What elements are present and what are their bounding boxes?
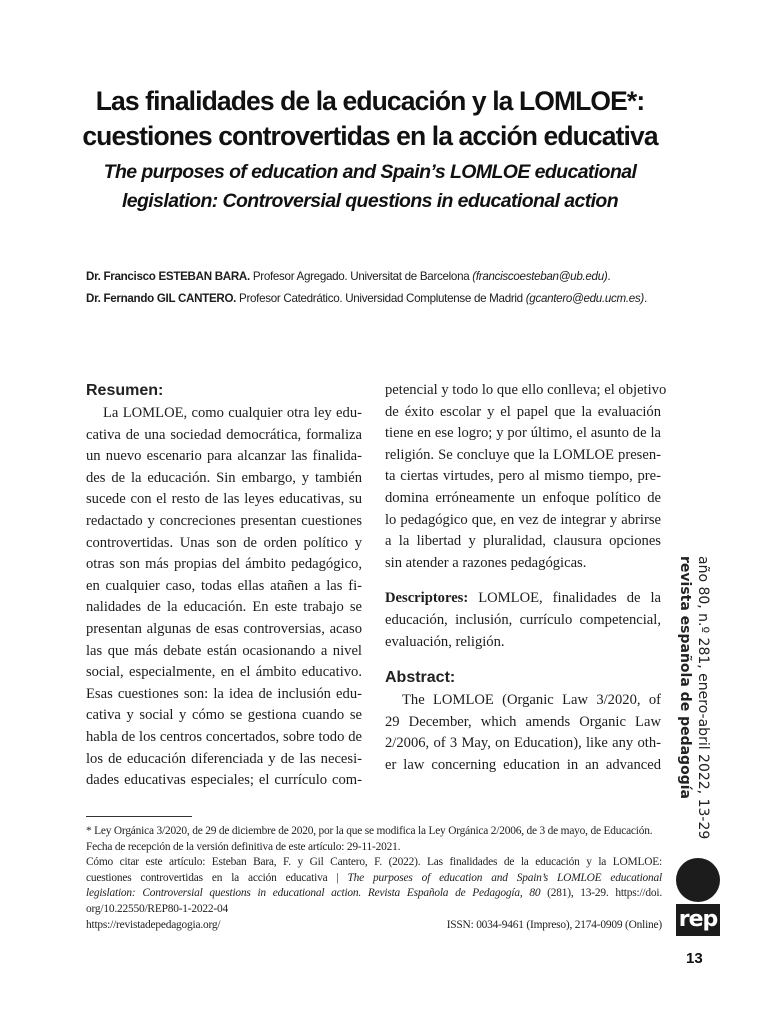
text-line: domina erróneamente un enfoque político de (385, 489, 661, 506)
text-line: redactado y concreciones presentan cuestiones (86, 512, 362, 529)
logo-emblem-icon (676, 858, 720, 902)
journal-side-banner (670, 556, 730, 856)
title-english-line-2: legislation: Controversial questions in educational action (121, 190, 619, 212)
text-line: los de educación diferenciada y de las necesi- (86, 750, 362, 767)
left-column (86, 380, 362, 792)
text-line: 2/2006, of 3 May, on Education), like any oth- (385, 735, 661, 752)
author-affiliation: Profesor Catedrático. Universidad Complutense de Madrid (236, 292, 526, 305)
text-line: sin atender a razones pedagógicas. (385, 554, 587, 571)
text-line: Esas cuestiones son: la idea de inclusión edu- (86, 685, 362, 702)
text-line: 29 December, which amends Organic Law (385, 713, 661, 730)
descriptores-line (385, 588, 661, 610)
descriptores-line: evaluación, religión. (385, 633, 505, 650)
citation-doi[interactable]: org/10.22550/REP80-1-2022-04 (86, 902, 228, 915)
author-name: Dr. Francisco ESTEBAN BARA. (86, 270, 250, 283)
text-line: des de la educación. Sin embargo, y también (86, 469, 362, 486)
text-line: religión. Se concluye que la LOMLOE presen- (385, 446, 661, 463)
text-line: en cualquier caso, todas ellas atañen a las fi- (86, 577, 362, 594)
text-line: otras son más propias del ámbito pedagógico, (86, 556, 362, 573)
text-line: cativa y social y cómo se gestiona cuando se (86, 707, 362, 724)
author-affiliation: Profesor Agregado. Universitat de Barcelona (249, 270, 473, 283)
logo-text: rep (676, 904, 720, 936)
text-line: controvertidas. Unas son de orden político y (86, 534, 362, 551)
text-line: un nuevo escenario para alcanzar las finalida- (86, 448, 362, 465)
text-line: habla de los centros concertados, sobre todo de (86, 728, 362, 745)
author-email: (franciscoesteban@ub.edu) (472, 270, 608, 283)
title-spanish-line-2: cuestiones controvertidas en la acción educativa (82, 121, 658, 151)
text-line: lo pedagógico que, en vez de integrar y abrirse (385, 511, 661, 528)
text-line: ta ciertas virtudes, pero al mismo tiempo, pre- (385, 468, 661, 485)
descriptores-line: educación, inclusión, currículo competencial, (385, 611, 661, 628)
descriptores-label: Descriptores: (385, 590, 469, 607)
title-spanish-line-1: Las finalidades de la educación y la LOMLOE*: (95, 86, 645, 116)
text-line: The LOMLOE (Organic Law 3/2020, of (402, 692, 661, 709)
abstract-body (385, 690, 661, 776)
author-end: . (607, 270, 611, 283)
text-line: er law concerning education in an advanced (385, 756, 661, 773)
text-line: social, especialmente, en el ámbito educativo. (86, 664, 362, 681)
issn-text: ISSN: 0034-9461 (Impreso), 2174-0909 (Online) (446, 918, 662, 931)
citation-text: (281), 13-29. https://doi. (540, 887, 662, 900)
author-end: . (644, 292, 647, 305)
title-spanish (60, 84, 680, 154)
journal-name: revista española de pedagogía (677, 556, 693, 799)
footnotes (86, 824, 662, 933)
citation-line (86, 886, 662, 902)
author-name: Dr. Fernando GIL CANTERO. (86, 292, 237, 305)
text-line: a la libertad y pluralidad, clausura opciones (385, 533, 661, 550)
citation-text: cuestiones controvertidas en la acción educativa | (86, 871, 348, 884)
author-entry (86, 266, 686, 288)
citation-line (86, 871, 662, 887)
title-english (60, 158, 680, 216)
citation-line: Cómo citar este artículo: Esteban Bara, F. y Gil Cantero, F. (2022). Las finalidades de la educación y la LOMLOE: (86, 856, 662, 869)
text-line: tiene en ese logro; y por último, el asunto de la (385, 425, 661, 442)
article-title-block (60, 84, 680, 216)
abstract-heading: Abstract: (385, 669, 456, 687)
journal-side-text (676, 556, 712, 839)
author-email: (gcantero@edu.ucm.es) (525, 292, 644, 305)
text-line: La LOMLOE, como cualquier otra ley edu- (103, 405, 362, 421)
text-line: nalidades de la educación. En este trabajo se (86, 599, 362, 616)
right-column (385, 380, 667, 777)
text-line: de éxito escolar y el papel que la evaluación (385, 403, 661, 420)
resumen-body (86, 403, 362, 792)
footer-row (86, 918, 662, 934)
resumen-continued (385, 380, 667, 574)
text-line: cativa de una sociedad democrática, formaliza (86, 426, 362, 443)
footnote-law: * Ley Orgánica 3/2020, de 29 de diciembre de 2020, por la que se modifica la Ley Orgánica 2/2006, de 3 de mayo, de Educación. (86, 825, 653, 837)
citation-italic: The purposes of education and Spain’s LOMLOE educational (347, 871, 662, 884)
footnote-divider (86, 816, 192, 817)
text-line: dades educativas especiales; el currículo com- (86, 772, 362, 789)
author-entry (86, 288, 686, 310)
descriptores-text: LOMLOE, finalidades de la (468, 590, 661, 607)
title-english-line-1: The purposes of education and Spain’s LOMLOE educational (103, 161, 637, 183)
journal-issue: año 80, n.º 281, enero-abril 2022, 13-29 (695, 556, 711, 840)
rep-logo (676, 858, 720, 938)
citation-italic: legislation: Controversial questions in educational action. Revista Española de Pedagogía, 80 (86, 887, 541, 900)
descriptores-paragraph (385, 588, 661, 653)
text-line: presentan algunas de esas controversias, acaso (86, 620, 362, 637)
text-line: sucede con el resto de las leyes educativas, su (86, 491, 362, 508)
page-number: 13 (686, 950, 703, 967)
text-line: petencial y todo lo que ello conlleva; el objetivo (385, 382, 667, 398)
footnote-received-date: Fecha de recepción de la versión definitiva de este artículo: 29-11-2021. (86, 840, 401, 853)
text-line: las que más debate están ocasionando a nivel (86, 642, 362, 659)
author-list (86, 266, 686, 310)
journal-url-link[interactable]: https://revistadepedagogia.org/ (86, 918, 221, 931)
resumen-heading: Resumen: (86, 382, 164, 399)
